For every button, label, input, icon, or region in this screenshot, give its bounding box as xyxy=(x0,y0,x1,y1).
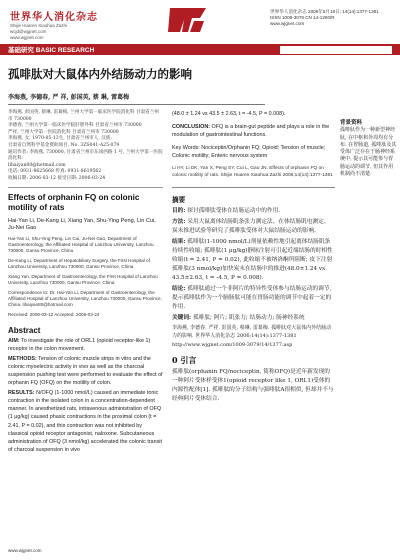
english-authors: Hai-Yan Li, De-Kang Li, Xiang Yan, Shu-Ying Peng, Lin Cui, Ju-Nei Gao xyxy=(8,217,156,231)
zh-methods-label: 方法: xyxy=(172,219,186,226)
zh-citation: 李海燕, 李德春, 严祥, 彭国英, 蔡琳, 雷葛梅. 孤啡肽对大鼠体内外结肠动力的影响. 世界华人消化杂志 2006;14(14):1377-1381 xyxy=(172,325,332,339)
zh-aim xyxy=(172,207,335,216)
aim-label: AIM: xyxy=(8,337,20,344)
author-dates: 收稿日期: 2006-03-12 接受日期: 2006-03-24 xyxy=(8,175,106,181)
intro-text: 孤啡肽(orphanin FQ/nociceptin, 简称OFQ)是近年新发现的一种阿片受体样受体1(opioid receptor like 1, ORL1)受体的内源性配体[1]. 孤啡肽的分子结构与强啡肽A很相似, 但却并不与经典阿片受体结合. xyxy=(172,368,334,402)
english-title: Effects of orphanin FQ on colonic motility of rats xyxy=(8,192,140,212)
received-dates: Received: 2006-03-12 Accepted: 2006-03-24 xyxy=(8,312,100,318)
journal-line: wcjd@wjgnet.com xyxy=(10,29,47,34)
section-bar-gap xyxy=(280,46,392,54)
abstract-results xyxy=(8,389,163,454)
author-affiliation-cn xyxy=(8,110,163,183)
author-email: lihaiyan80@hotmail.com xyxy=(8,162,66,168)
intro-heading: 0 引言 xyxy=(172,354,197,365)
author-info-line: 李海燕, 彭国英, 蔡琳, 雷葛梅, 兰州大学第一临床医学院消化科 甘肃省兰州市 730000 xyxy=(8,110,159,122)
background-sidebar xyxy=(340,120,398,178)
zh-keywords xyxy=(172,314,335,323)
zh-methods xyxy=(172,218,335,236)
aim-text: To investigate the role of ORL1 (opioid receptor-like 1) receptor in the colon movement. xyxy=(8,337,151,352)
abstract-aim xyxy=(8,337,163,353)
english-affiliation: Hai-Yan Li, Shu-Ying Peng, Lin Cui, Ju-Nei Gao, Department of Gastroenterology, the Affiliated Hospital of Lanzhou University, Lanzhou 730000, Gansu Province, China xyxy=(8,235,154,253)
author-info-line: 通讯作者: 李海燕, 730000, 甘肃省兰州市东岗西路 1 号, 兰州大学第一医院消化科. xyxy=(8,149,163,162)
column-divider xyxy=(8,187,163,188)
chinese-abstract-heading: 摘要 xyxy=(172,196,186,205)
english-keywords: Key Words: Nociceptin/Orphanin FQ; Opioid; Tension of muscle; Colonic motility; Enteric nervous system xyxy=(172,145,326,160)
zh-results xyxy=(172,238,335,283)
left-column xyxy=(8,110,163,454)
correspondence: Correspondence to: Dr. Hai-Yan Li, Department of Gastroenterology, the Affiliated Hospital of Lanzhou University, Lanzhou 730000, Gansu Province, China. lihaiyan80@hotmail.com xyxy=(8,290,162,308)
journal-line: Shijie Huaren Xiaohua Zazhi xyxy=(10,23,68,28)
results-label: RESULTS: xyxy=(8,390,35,397)
english-citation: Li HY, Li DK, Yan X, Peng SY, Cui L, Gao JN. Effects of orphanin FQ on colonic motility of rats. Shijie Huaren Xiaohua Zazhi 2006;14(14):1377-1381 xyxy=(172,166,333,179)
journal-logo xyxy=(166,4,208,36)
results-text: N/OFQ (1-1000 nmol/L) caused an immediate tonic contraction in the isolated colon in a concentration-dependent manner. In anesthetized rats, intravenous administration of OFQ (1 μg/kg) caused phasic contractions in the proximal colon (t = 2.41, P = 0.02), and this contraction was not inhibited by classical opioid receptor antagonist, naloxone. Subcutaneous administration of OFQ (3 nmol/kg) accelerated the colonic transit of charcoal suspension in vivo xyxy=(8,390,162,453)
title-divider xyxy=(8,104,265,105)
methods-label: METHODS: xyxy=(8,355,37,362)
section-label: 基础研究 BASIC RESEARCH xyxy=(8,47,95,54)
author-phone: 电话: 0931-8625668 传真: 0931-8619562 xyxy=(8,169,102,175)
issue-line: 世界华人消化杂志 2006年5月18日; 14(14):1377-1381 xyxy=(270,9,379,14)
author-info-line: 李德春, 兰州大学第一临床医学院肝胆外科 甘肃省兰州市 730000 xyxy=(8,123,142,129)
zh-aim-text: 探讨孤啡肽受体在结肠运动中的作用. xyxy=(187,208,281,215)
author-list: 李海燕, 李德春, 严 祥, 彭国英, 蔡 琳, 雷葛梅 xyxy=(8,94,130,101)
author-info-line: 严祥, 兰州大学第一医院消化科 甘肃省兰州市 730000 xyxy=(8,129,119,135)
zh-results-text: 孤啡肽(1-1000 nmol/L)剂量依赖性地引起离体结肠肌条持续性收缩; 孤啡肽(1 μg/kg)静脉注射可引起近端结肠的时相性收缩(t = 2.41, P = 0.02), 此收缩不被纳洛酮所阻断; 皮下注射孤啡肽(3 nmol/kg)加快炭末在结肠中的推进(48.0±1.24 vs 43.5±2.63, t = -4.5, P = 0.008). xyxy=(172,239,333,282)
abstract-methods xyxy=(8,355,163,387)
english-affiliation-3: Xiang Yan, Department of Gastroenterology, the First Hospital of Lanzhou University, Lanzhou 730000, Gansu Province, China xyxy=(8,274,158,286)
author-info-line: 李海燕, 女, 1970-05-13生, 甘肃省兰州市人, 汉族. xyxy=(8,136,112,142)
sidebar-heading: 背景资料 xyxy=(340,120,363,126)
right-column xyxy=(172,110,335,404)
zh-aim-label: 目的: xyxy=(172,208,186,215)
page-footer: www.wjgnet.com xyxy=(8,548,42,553)
abstract-heading: Abstract xyxy=(8,325,41,335)
issue-info xyxy=(270,9,395,28)
english-affiliation-2: De-Kang Li, Department of Hepatobiliary Surgery, the First Hospital of Lanzhou University, Lanzhou 730000, Gansu Province, China xyxy=(8,257,150,269)
article-title: 孤啡肽对大鼠体内外结肠动力的影响 xyxy=(8,67,192,81)
issn-line: ISSN 1009-3079 CN 14-1260/R xyxy=(270,15,335,21)
sidebar-text: 孤啡肽作为一种新型神经肽, 在中枢和外周均有分布. 在胃肠道, 孤啡肽及其受体广泛存在于肠神经系统中, 提示其可能参与胃肠运动的调节, 但其作用机制尚不清楚. xyxy=(340,127,397,178)
zh-conclusion-text: 孤啡肽通过一个非阿片的特异性受体参与结肠运动的调节, 提示孤啡肽作为一个脑肠肽可能在胃肠功能的调节中起着一定的作用. xyxy=(172,286,332,311)
abstract-conclusion xyxy=(172,123,335,139)
author-info-line: 甘肃省自然科学基金资助项目, No. 3ZS041-A25-079 xyxy=(8,142,120,148)
journal-line: www.wjgnet.com xyxy=(10,35,44,40)
zh-conclusion xyxy=(172,285,335,312)
web-line: www.wjgnet.com xyxy=(270,21,305,27)
zh-methods-text: 采用大鼠离体结肠肌条张力测定法、在体结肠肌电测定、炭末推进试验等研究了孤啡肽受体对大鼠结肠运动的影响. xyxy=(172,219,330,235)
article-link[interactable]: http://www.wjgnet.com/1009-3079/14/1377.asp xyxy=(172,342,293,349)
journal-masthead xyxy=(10,8,120,41)
journal-name-cn: 世界华人消化杂志 xyxy=(10,12,98,23)
zh-keywords-label: 关键词: xyxy=(172,315,192,322)
abstract-divider xyxy=(172,187,335,188)
conclusion-text: OFQ is a brain-gut peptide and plays a role in the modulation of gastrointestinal functions. xyxy=(172,124,330,139)
methods-text: Tension of colonic muscle strips in vitro and the colonic myoelectric activity in vivo as well as the charcoal suspension pushing test were performed to evaluate the effect of orphanin FQ (OFQ) on the motility of colon. xyxy=(8,355,163,387)
zh-keywords-text: 孤啡肽; 阿片; 肌张力; 结肠动力; 肠神经系统 xyxy=(192,315,305,322)
results-continued: (48.0 ± 1.24 vs 43.5 ± 2.63, t = -4.5, P = 0.008). xyxy=(172,111,286,117)
zh-conclusion-label: 结论: xyxy=(172,286,186,293)
zh-results-label: 结果: xyxy=(172,239,186,246)
conclusion-label: CONCLUSION: xyxy=(172,124,211,131)
